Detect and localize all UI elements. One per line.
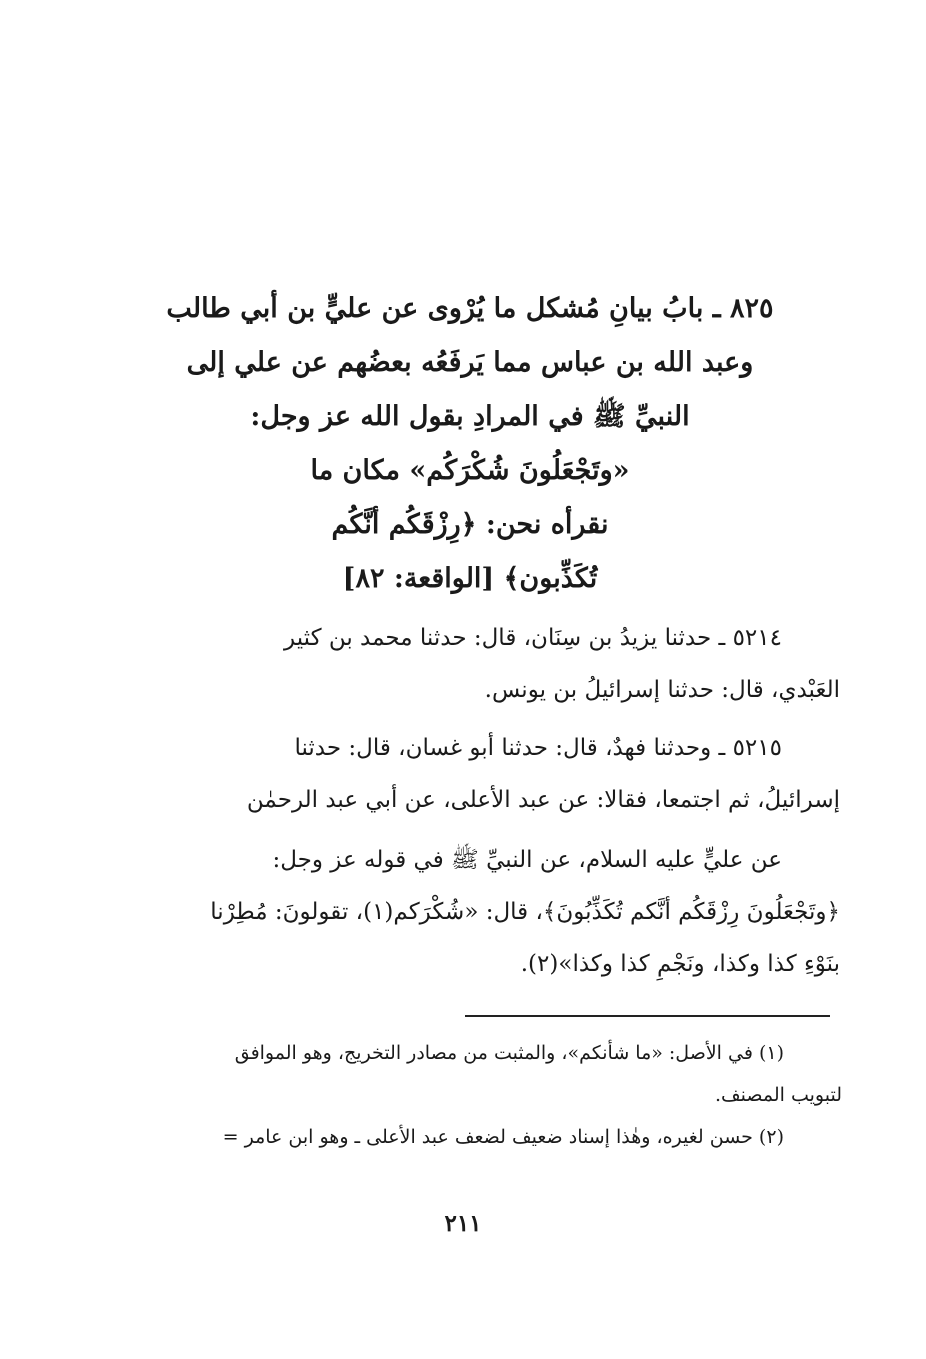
hadith-line: بنَوْءِ كذا وكذا، ونَجْمِ كذا وكذا»(٢). <box>520 951 840 977</box>
hadith-matn <box>120 834 840 990</box>
footnotes <box>112 1032 842 1158</box>
hadith-5215 <box>120 722 840 826</box>
heading-line: «وتَجْعَلُونَ شُكْرَكُم» مكان ما <box>310 455 630 486</box>
heading-line: النبيِّ ﷺ في المرادِ بقول الله عز وجل: <box>250 401 690 432</box>
footnote-line: لتبويب المصنف. <box>714 1084 842 1106</box>
heading-line: نقرأه نحن: ﴿رِزْقَكُم أنَّكُم <box>331 509 609 540</box>
hadith-line: ٥٢١٥ ـ وحدثنا فهدٌ، قال: حدثنا أبو غسان، قال: حدثنا <box>294 735 782 761</box>
hadith-5214 <box>120 612 840 716</box>
page-number: ٢١١ <box>444 1210 482 1237</box>
chapter-heading <box>130 282 810 606</box>
heading-line: ٨٢٥ ـ بابُ بيانِ مُشكل ما يُرْوى عن عليٍّ بن أبي طالب <box>166 293 774 324</box>
hadith-line: العَبْدي، قال: حدثنا إسرائيلُ بن يونس. <box>484 677 840 703</box>
footnote-line: (١) في الأصل: «ما شأنكم»، والمثبت من مصادر التخريج، وهو الموافق <box>234 1042 784 1064</box>
heading-line: وعبد الله بن عباس مما يَرفَعُه بعضُهم عن علي إلى <box>186 347 754 378</box>
hadith-line: ﴿وتَجْعَلُونَ رِزْقَكُم أنَّكم تُكَذِّبُونَ﴾، قال: «شُكْرَكم(١)، تقولونَ: مُطِرْنا <box>210 899 840 925</box>
footnote-line: (٢) حسن لغيره، وهٰذا إسناد ضعيف لضعف عبد الأعلى ـ وهو ابن عامر = <box>222 1126 784 1148</box>
heading-line: تُكَذِّبون﴾ [الواقعة: ٨٢] <box>342 563 598 594</box>
hadith-line: عن عليٍّ عليه السلام، عن النبيِّ ﷺ في قوله عز وجل: <box>272 847 782 873</box>
hadith-line: إسرائيلُ، ثم اجتمعا، فقالا: عن عبد الأعلى، عن أبي عبد الرحمٰن <box>246 787 840 813</box>
hadith-line: ٥٢١٤ ـ حدثنا يزيدُ بن سِنَان، قال: حدثنا محمد بن كثير <box>284 625 782 651</box>
footnote-divider <box>465 1015 830 1017</box>
